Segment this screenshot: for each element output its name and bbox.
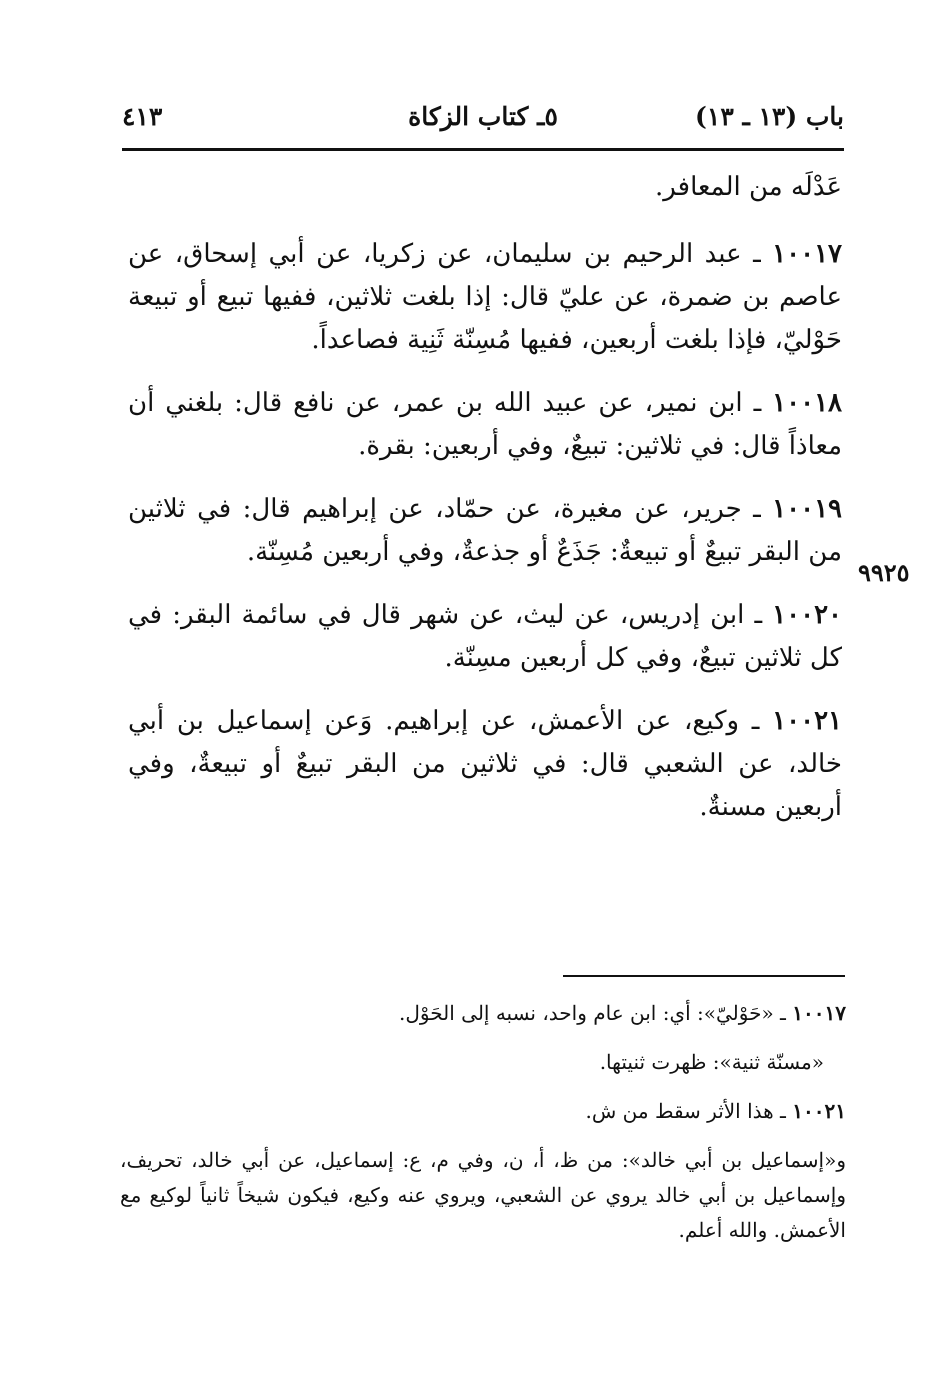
hadith-number: ١٠٠١٨ [772, 388, 842, 418]
running-header [122, 92, 844, 142]
footnote-10021 [120, 1094, 846, 1129]
footnote-text: «مسنّة ثنية»: ظهرت ثنيتها. [599, 1050, 824, 1074]
chapter-heading: باب (١٣ ـ ١٣) [695, 102, 844, 131]
footnotes [120, 996, 846, 1262]
hadith-text: ـ عبد الرحيم بن سليمان، عن زكريا، عن أبي إسحاق، عن عاصم بن ضمرة، عن عليّ قال: إذا بلغت ثلاثين، ففيها تبيع أو تبيعة حَوْليّ، فإذا بلغت أربعين، ففيها مُسِنّة ثَنِية فصاعداً. [128, 239, 842, 355]
hadith-10021 [128, 700, 842, 829]
hadith-10020 [128, 594, 842, 680]
footnote-text: ـ هذا الأثر سقط من ش. [585, 1099, 793, 1123]
hadith-text: ـ وكيع، عن الأعمش، عن إبراهيم. وَعن إسماعيل بن أبي خالد، عن الشعبي قال: في ثلاثين من البقر تبيعٌ أو تبيعةٌ، وفي أربعين مسنةٌ. [128, 706, 842, 822]
footnote-note [120, 1045, 846, 1080]
footnote-number: ١٠٠١٧ [792, 1001, 846, 1025]
continuation-line: عَدْلَه من المعافر. [655, 172, 842, 202]
footnote-note [120, 1143, 846, 1248]
margin-reference-number: ٩٩٢٥ [858, 558, 910, 587]
book-title: ٥ـ كتاب الزكاة [408, 102, 558, 131]
header-rule [122, 148, 844, 151]
hadith-text: ـ ابن إدريس، عن ليث، عن شهر قال في سائمة البقر: في كل ثلاثين تبيعٌ، وفي كل أربعين مسِنّة. [128, 600, 842, 673]
hadith-number: ١٠٠١٩ [772, 494, 842, 524]
hadith-text: ـ ابن نمير، عن عبيد الله بن عمر، عن نافع قال: بلغني أن معاذاً قال: في ثلاثين: تبيعٌ، وفي أربعين: بقرة. [128, 388, 842, 461]
hadith-10019 [128, 488, 842, 574]
hadith-number: ١٠٠١٧ [772, 239, 842, 269]
footnote-text: و«إسماعيل بن أبي خالد»: من ظ، أ، ن، وفي م، ع: إسماعيل، عن أبي خالد، تحريف، وإسماعيل بن أبي خالد يروي عن الشعبي، ويروي عنه وكيع، فيكون شيخاً ثانياً لوكيع مع الأعمش. والله أعلم. [120, 1148, 846, 1242]
footnote-number: ١٠٠٢١ [792, 1099, 846, 1123]
hadith-10018 [128, 382, 842, 468]
main-text [128, 166, 842, 849]
hadith-number: ١٠٠٢١ [772, 706, 842, 736]
footnote-10017 [120, 996, 846, 1031]
page-number: ٤١٣ [122, 102, 163, 131]
hadith-text: ـ جرير، عن مغيرة، عن حمّاد، عن إبراهيم قال: في ثلاثين من البقر تبيعٌ أو تبيعةٌ: جَذَعٌ أو جذعةٌ، وفي أربعين مُسِنّة. [128, 494, 842, 567]
footnote-separator [563, 975, 845, 977]
footnote-text: ـ «حَوْليّ»: أي: ابن عام واحد، نسبه إلى الحَوْل. [399, 1001, 793, 1025]
hadith-number: ١٠٠٢٠ [772, 600, 842, 630]
hadith-10017 [128, 233, 842, 362]
